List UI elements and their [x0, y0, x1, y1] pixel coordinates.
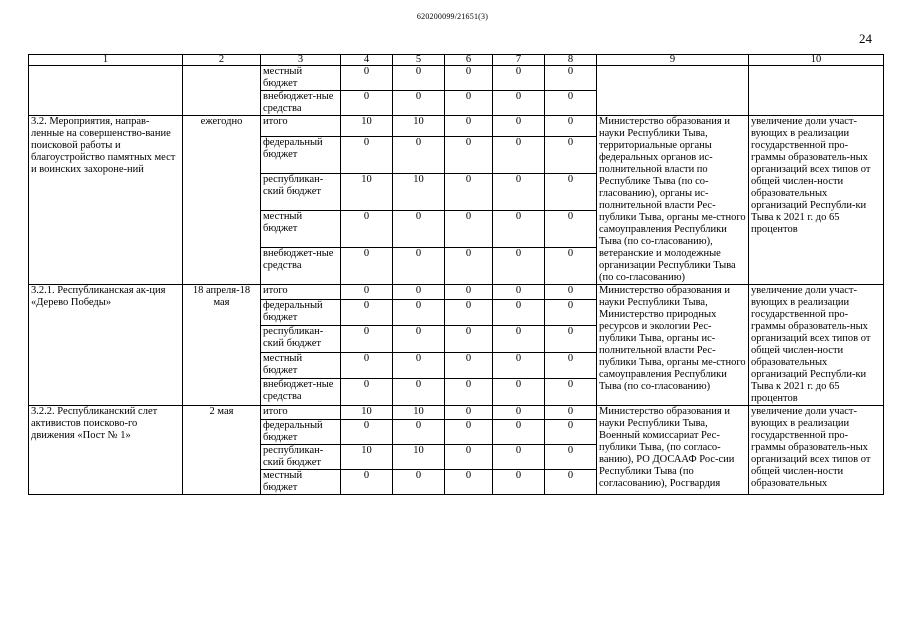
funding-value: 0: [445, 136, 493, 173]
funding-value: 0: [545, 299, 597, 326]
activity-term: 18 апреля-18 мая: [183, 285, 261, 406]
funding-value: 0: [493, 406, 545, 420]
funding-value: 0: [393, 326, 445, 353]
funding-value: 0: [393, 136, 445, 173]
funding-value: 10: [393, 173, 445, 210]
funding-value: 0: [341, 91, 393, 116]
funding-value: 10: [341, 173, 393, 210]
funding-value: 0: [493, 470, 545, 495]
activity-term: 2 мая: [183, 406, 261, 495]
funding-value: 0: [493, 247, 545, 284]
expected-result: увеличение доли участ-вующих в реализации государственной про-граммы образователь-ных организаций всех типов от общей числен-ности образовательных: [749, 406, 884, 495]
table-row: [29, 406, 884, 420]
funding-value: 0: [545, 326, 597, 353]
funding-value: 0: [341, 210, 393, 247]
program-activities-table: [28, 54, 884, 495]
activity-name: 3.2. Мероприятия, направ-ленные на совершенство-вание поисковой работы и благоустройство памятных мест и воинских захороне-ний: [29, 116, 183, 285]
funding-value: 0: [545, 470, 597, 495]
funding-value: 0: [341, 299, 393, 326]
funding-value: 0: [341, 136, 393, 173]
column-number: 3: [261, 55, 341, 66]
funding-source: местный бюджет: [261, 352, 341, 379]
table-body: [29, 55, 884, 495]
funding-value: 0: [445, 379, 493, 406]
funding-value: 0: [341, 326, 393, 353]
funding-value: 0: [445, 326, 493, 353]
funding-source: федеральный бюджет: [261, 136, 341, 173]
funding-value: 0: [445, 420, 493, 445]
funding-source: республикан-ский бюджет: [261, 326, 341, 353]
funding-value: 0: [445, 470, 493, 495]
column-number-header: [29, 55, 884, 66]
executors: Министерство образования и науки Республики Тыва, территориальные органы федеральных органов ис-полнительной власти по Республике Тыва (по со-гласованию), органы ис-полнительной власти Рес-публики Тыва, органы ме-стного самоуправления Республики Тыва (по со-гласованию), ветеранские и молодежные организации Республики Тыва (по со-гласованию): [597, 116, 749, 285]
funding-value: 0: [545, 406, 597, 420]
activity-term: [183, 66, 261, 116]
funding-value: 10: [393, 406, 445, 420]
funding-value: 0: [445, 210, 493, 247]
funding-value: 0: [393, 91, 445, 116]
executors: Министерство образования и науки Республики Тыва, Министерство природных ресурсов и экологии Рес-публики Тыва, органы ис-полнительной власти Рес-публики Тыва, органы ме-стного самоуправления Республики Тыва (по со-гласованию): [597, 285, 749, 406]
funding-value: 0: [493, 420, 545, 445]
funding-value: 0: [445, 91, 493, 116]
funding-source: внебюджет-ные средства: [261, 91, 341, 116]
funding-value: 0: [545, 66, 597, 91]
funding-value: 0: [445, 352, 493, 379]
funding-source: федеральный бюджет: [261, 420, 341, 445]
funding-value: 0: [445, 173, 493, 210]
funding-value: 0: [493, 379, 545, 406]
funding-value: 10: [341, 116, 393, 137]
funding-value: 0: [341, 247, 393, 284]
funding-value: 0: [393, 352, 445, 379]
funding-value: 0: [393, 285, 445, 300]
funding-source: местный бюджет: [261, 470, 341, 495]
funding-value: 0: [341, 66, 393, 91]
funding-value: 0: [341, 420, 393, 445]
funding-value: 0: [341, 285, 393, 300]
funding-value: 0: [545, 173, 597, 210]
funding-source: внебюджет-ные средства: [261, 247, 341, 284]
funding-value: 0: [393, 247, 445, 284]
funding-value: 0: [545, 247, 597, 284]
column-number: 1: [29, 55, 183, 66]
funding-source: внебюджет-ные средства: [261, 379, 341, 406]
activity-term: ежегодно: [183, 116, 261, 285]
expected-result: увеличение доли участ-вующих в реализации государственной про-граммы образователь-ных организаций всех типов от общей числен-ности образовательных организаций Республи-ки Тыва к 2021 г. до 65 процентов: [749, 116, 884, 285]
activity-name: 3.2.2. Республиканский слет активистов поисково-го движения «Пост № 1»: [29, 406, 183, 495]
column-number: 7: [493, 55, 545, 66]
funding-source: итого: [261, 406, 341, 420]
column-number: 6: [445, 55, 493, 66]
expected-result: увеличение доли участ-вующих в реализации государственной про-граммы образователь-ных организаций всех типов от общей числен-ности образовательных организаций Республи-ки Тыва к 2021 г. до 65 процентов: [749, 285, 884, 406]
funding-value: 0: [545, 420, 597, 445]
funding-value: 0: [341, 352, 393, 379]
funding-value: 0: [393, 420, 445, 445]
funding-value: 0: [493, 299, 545, 326]
funding-value: 0: [493, 173, 545, 210]
funding-value: 0: [445, 66, 493, 91]
funding-value: 0: [445, 116, 493, 137]
funding-source: федеральный бюджет: [261, 299, 341, 326]
funding-value: 0: [393, 66, 445, 91]
funding-value: 0: [341, 379, 393, 406]
column-number: 8: [545, 55, 597, 66]
funding-source: итого: [261, 116, 341, 137]
activity-name: [29, 66, 183, 116]
funding-source: местный бюджет: [261, 210, 341, 247]
funding-value: 0: [545, 445, 597, 470]
table-row: [29, 285, 884, 300]
document-id: 620200099/21651(3): [416, 12, 489, 21]
funding-value: 10: [341, 445, 393, 470]
funding-value: 10: [393, 445, 445, 470]
funding-value: 0: [445, 285, 493, 300]
column-number: 2: [183, 55, 261, 66]
funding-value: 0: [393, 470, 445, 495]
column-number: 10: [749, 55, 884, 66]
column-number: 9: [597, 55, 749, 66]
funding-value: 0: [493, 326, 545, 353]
funding-value: 0: [493, 66, 545, 91]
funding-value: 0: [341, 470, 393, 495]
funding-value: 0: [493, 116, 545, 137]
funding-source: республикан-ский бюджет: [261, 173, 341, 210]
funding-source: местный бюджет: [261, 66, 341, 91]
funding-value: 0: [393, 379, 445, 406]
table-row: [29, 116, 884, 137]
funding-value: 0: [545, 285, 597, 300]
table-row: [29, 66, 884, 91]
funding-value: 0: [445, 406, 493, 420]
funding-value: 10: [341, 406, 393, 420]
executors: [597, 66, 749, 116]
funding-value: 0: [493, 210, 545, 247]
activity-name: 3.2.1. Республиканская ак-ция «Дерево Победы»: [29, 285, 183, 406]
funding-value: 0: [445, 299, 493, 326]
funding-value: 0: [545, 379, 597, 406]
funding-value: 0: [545, 116, 597, 137]
funding-value: 0: [493, 285, 545, 300]
expected-result: [749, 66, 884, 116]
funding-value: 0: [493, 136, 545, 173]
funding-value: 0: [393, 299, 445, 326]
funding-value: 0: [545, 136, 597, 173]
funding-value: 10: [393, 116, 445, 137]
funding-value: 0: [545, 210, 597, 247]
funding-value: 0: [445, 247, 493, 284]
column-number: 5: [393, 55, 445, 66]
funding-value: 0: [445, 445, 493, 470]
column-number: 4: [341, 55, 393, 66]
funding-value: 0: [393, 210, 445, 247]
funding-value: 0: [493, 91, 545, 116]
funding-value: 0: [545, 91, 597, 116]
funding-value: 0: [493, 352, 545, 379]
funding-source: итого: [261, 285, 341, 300]
funding-value: 0: [545, 352, 597, 379]
executors: Министерство образования и науки Республики Тыва, Военный комиссариат Рес-публики Тыва, (по согласо-ванию), РО ДОСААФ Рос-сии Республики Тыва (по согласованию), Росгвардия: [597, 406, 749, 495]
page-number: 24: [859, 31, 872, 46]
funding-value: 0: [493, 445, 545, 470]
funding-source: республикан-ский бюджет: [261, 445, 341, 470]
